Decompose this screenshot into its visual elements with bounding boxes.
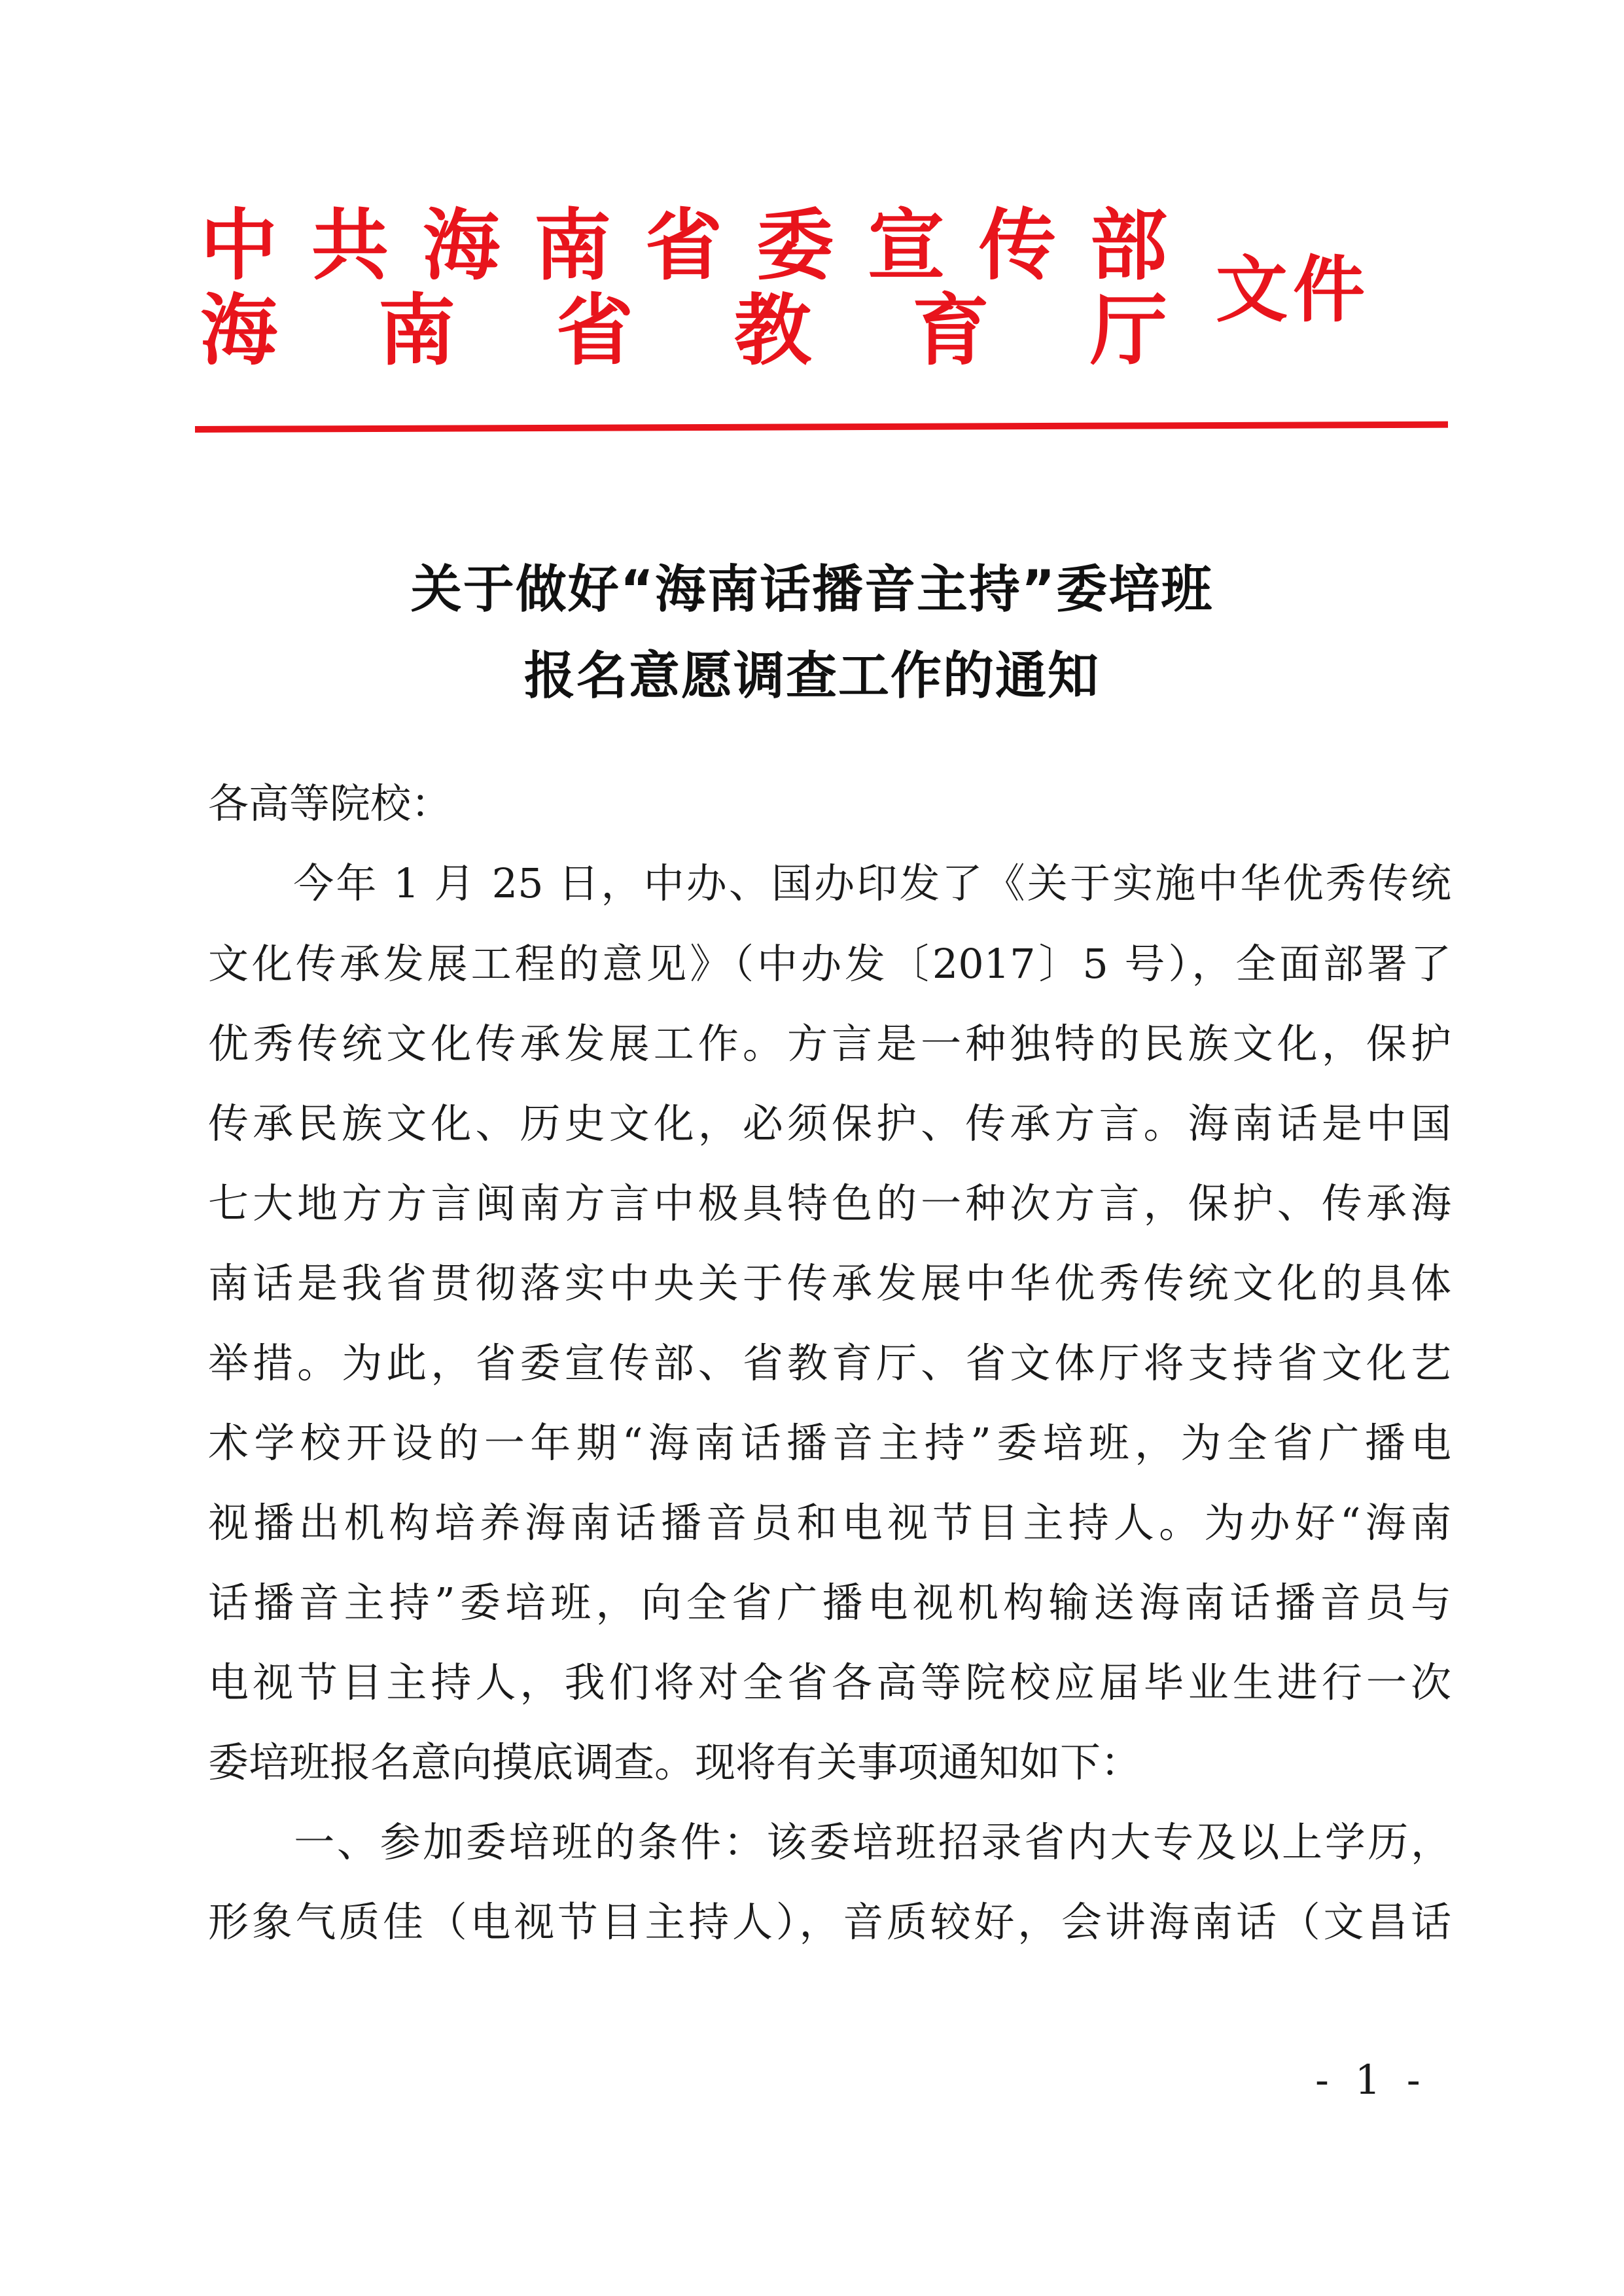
body-line: 形象气质佳（电视节目主持人），音质较好，会讲海南话（文昌话 (208, 1898, 1451, 1946)
body-line: 一、参加委培班的条件：该委培班招录省内大专及以上学历， (208, 1818, 1451, 1866)
issuer-1-char: 省 (644, 200, 722, 291)
issuer-1-char: 海 (422, 200, 500, 291)
issuer-1-char: 委 (756, 200, 834, 291)
issuer-1-char: 南 (533, 200, 611, 291)
issuer-2-char: 厅 (1089, 285, 1167, 376)
body-line: 优秀传统文化传承发展工作。方言是一种独特的民族文化，保护 (208, 1020, 1451, 1067)
body-line: 术学校开设的一年期“海南话播音主持”委培班，为全省广播电 (208, 1419, 1451, 1467)
issuer-1-char: 传 (978, 200, 1056, 291)
body-line: 视播出机构培养海南话播音员和电视节目主持人。为办好“海南 (208, 1499, 1451, 1547)
page-number: - 1 - (1315, 2056, 1427, 2104)
issuer-2-char: 海 (200, 285, 277, 376)
issuer-2-char: 南 (378, 285, 455, 376)
body-line: 委培班报名意向摸底调查。现将有关事项通知如下： (208, 1738, 1142, 1786)
document-title-line-2: 报名意愿调查工作的通知 (523, 647, 1100, 706)
issuer-2-char: 育 (911, 285, 989, 376)
issuer-1-char: 部 (1089, 200, 1167, 291)
body-line: 话播音主持”委培班，向全省广播电视机构输送海南话播音员与 (208, 1579, 1451, 1626)
salutation: 各高等院校： (208, 780, 452, 827)
body-line: 七大地方方言闽南方言中极具特色的一种次方言，保护、传承海 (208, 1179, 1451, 1227)
issuer-1-char: 宣 (867, 200, 945, 291)
body-line: 今年 1 月 25 日，中办、国办印发了《关于实施中华优秀传统 (208, 859, 1451, 907)
issuer-2-char: 教 (733, 285, 811, 376)
document-mark: 文件 (1216, 248, 1370, 332)
body-line: 电视节目主持人，我们将对全省各高等院校应届毕业生进行一次 (208, 1659, 1451, 1706)
issuer-2-char: 省 (556, 285, 633, 376)
document-title-line-1: 关于做好“海南话播音主持”委培班 (410, 560, 1214, 619)
body-line: 南话是我省贯彻落实中央关于传承发展中华优秀传统文化的具体 (208, 1259, 1451, 1307)
body-line: 举措。为此，省委宣传部、省教育厅、省文体厅将支持省文化艺 (208, 1339, 1451, 1387)
body-line: 传承民族文化、历史文化，必须保护、传承方言。海南话是中国 (208, 1100, 1451, 1147)
issuer-1-char: 共 (311, 200, 389, 291)
issuer-1-char: 中 (200, 200, 277, 291)
body-line: 文化传承发展工程的意见》（中办发〔2017〕5 号），全面部署了 (208, 940, 1451, 988)
header-divider (195, 422, 1448, 433)
